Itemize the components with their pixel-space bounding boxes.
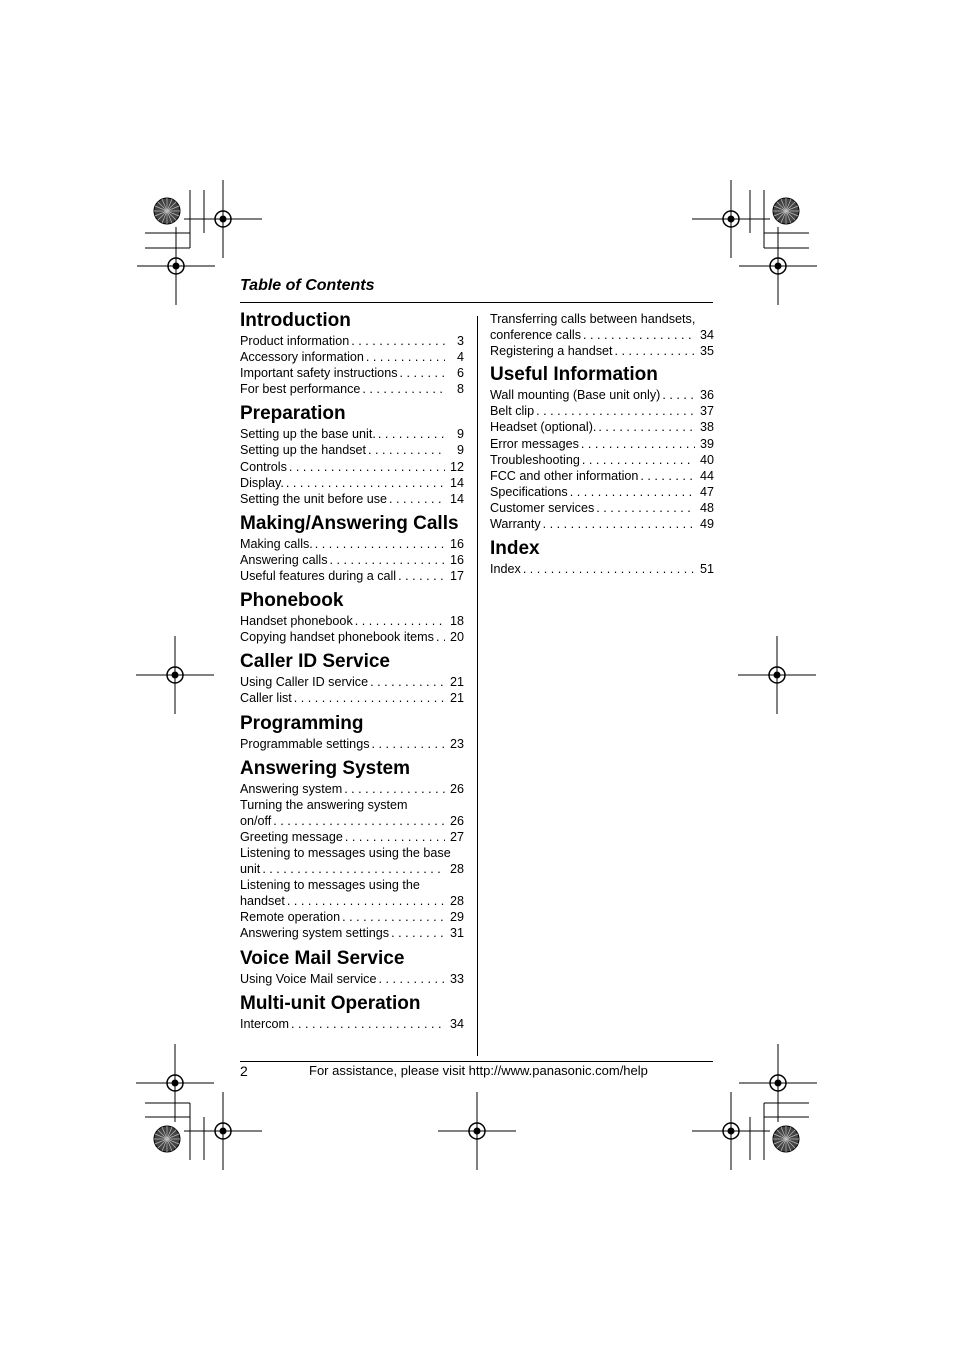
toc-entry[interactable] — [240, 971, 464, 987]
header-rule — [240, 302, 713, 303]
toc-entry[interactable]: Greeting message . . . 27 — [240, 829, 464, 845]
toc-entry-title: Intercom — [240, 1016, 289, 1031]
toc-entry-title: Answering calls — [240, 552, 328, 567]
dot-leader — [534, 403, 695, 419]
toc-entry-page: 39 — [699, 436, 714, 451]
dot-leader — [398, 365, 446, 381]
toc-entry-page: 44 — [699, 468, 714, 483]
toc-entry-page: 33 — [449, 971, 464, 986]
toc-entry-page: 21 — [449, 691, 464, 706]
toc-entry-title: Programmable settings — [240, 736, 370, 751]
toc-entry[interactable] — [490, 468, 714, 484]
toc-entry-title: Setting up the base unit. — [240, 427, 376, 442]
toc-entry[interactable]: Answering system . . . 26 — [240, 781, 464, 797]
column-divider — [477, 316, 478, 1056]
toc-entry[interactable] — [490, 561, 714, 577]
toc-entry[interactable] — [240, 333, 464, 349]
toc-left-column — [240, 308, 464, 1032]
toc-entry-title: Troubleshooting — [490, 452, 580, 467]
section-introduction-entries — [240, 333, 464, 397]
toc-entry[interactable] — [240, 568, 464, 584]
page-number: 2 — [240, 1063, 248, 1079]
toc-entry-page: 8 — [456, 382, 464, 397]
toc-entry-page: 34 — [449, 1016, 464, 1031]
toc-entry-title: Using Caller ID service — [240, 675, 369, 690]
toc-entry[interactable] — [240, 674, 464, 690]
toc-entry-page: 17 — [449, 569, 464, 584]
section-heading-preparation: Preparation — [240, 403, 346, 425]
dot-leader — [541, 516, 695, 532]
section-voicemail-entries — [240, 971, 464, 987]
toc-entry-title: Using Voice Mail service — [240, 971, 377, 986]
dot-leader — [287, 459, 445, 475]
toc-entry[interactable] — [240, 365, 464, 381]
toc-entry-title: Caller list — [240, 691, 292, 706]
toc-entry-title: Handset phonebook — [240, 614, 353, 629]
dot-leader — [376, 971, 445, 987]
toc-entry-page: 47 — [699, 484, 714, 499]
section-heading-phonebook: Phonebook — [240, 590, 344, 612]
toc-entry-page: 18 — [449, 614, 464, 629]
dot-leader — [594, 500, 695, 516]
toc-entry[interactable]: on/off . . . 26 — [240, 813, 464, 829]
toc-entry-page: 14 — [449, 475, 464, 490]
page-title: Table of Contents — [240, 277, 375, 294]
section-heading-answering-system: Answering System — [240, 757, 410, 779]
toc-entry-page: 49 — [699, 517, 714, 532]
toc-entry-page: 3 — [456, 334, 464, 348]
toc-entry-title: Setting up the handset — [240, 443, 367, 458]
section-heading-index: Index — [490, 538, 540, 560]
toc-entry[interactable] — [240, 629, 464, 645]
toc-entry[interactable] — [490, 452, 714, 468]
toc-entry[interactable]: unit . . . 28 — [240, 861, 464, 877]
section-index-entries — [490, 561, 714, 577]
section-heading-useful-information: Useful Information — [490, 364, 658, 386]
toc-entry-title: Useful features during a call — [240, 569, 397, 584]
dot-leader — [368, 674, 445, 690]
dot-leader — [434, 629, 445, 645]
toc-entry-title: Accessory information — [240, 350, 364, 365]
toc-entry[interactable] — [240, 1016, 464, 1032]
section-heading-programming: Programming — [240, 712, 364, 734]
toc-entry[interactable]: handset . . . 28 — [240, 893, 464, 909]
footer-help-text: For assistance, please visit http://www.panasonic.com/help — [309, 1063, 648, 1078]
toc-entry-page: 21 — [449, 675, 464, 690]
toc-entry-title: Belt clip — [490, 404, 535, 419]
section-phonebook-entries — [240, 613, 464, 645]
toc-entry-title: Display. — [240, 475, 284, 490]
toc-entry-page: 37 — [699, 404, 714, 419]
toc-entry[interactable] — [490, 387, 714, 403]
toc-entry-title: Important safety instructions — [240, 366, 398, 381]
toc-entry-title: Product information — [240, 334, 350, 348]
toc-entry[interactable] — [240, 459, 464, 475]
section-programming-entries — [240, 736, 464, 752]
toc-entry-page: 4 — [456, 350, 464, 365]
toc-entry-title: Warranty — [490, 517, 541, 532]
dot-leader — [568, 484, 695, 500]
toc-entry[interactable] — [490, 500, 714, 516]
toc-entry[interactable] — [240, 552, 464, 568]
toc-entry-title: FCC and other information — [490, 468, 639, 483]
toc-entry-page: 23 — [449, 736, 464, 751]
toc-entry-title: Error messages — [490, 436, 579, 451]
dot-leader — [596, 419, 695, 435]
dot-leader — [284, 475, 445, 491]
toc-entry[interactable] — [240, 690, 464, 706]
section-callerid-entries — [240, 674, 464, 706]
dot-leader — [289, 1016, 445, 1032]
toc-entry[interactable]: conference calls . . . 34 — [490, 327, 714, 343]
toc-entry-page: 12 — [449, 459, 464, 474]
toc-entry[interactable] — [490, 516, 714, 532]
section-heading-introduction: Introduction — [240, 310, 351, 331]
toc-entry-title: Index — [490, 562, 521, 577]
toc-entry-title: Customer services — [490, 500, 595, 515]
section-preparation-entries — [240, 426, 464, 506]
toc-entry[interactable] — [240, 613, 464, 629]
toc-entry-page: 40 — [699, 452, 714, 467]
toc-entry-title: For best performance — [240, 382, 361, 397]
section-useful-entries — [490, 387, 714, 532]
toc-entry-page: 16 — [449, 536, 464, 551]
toc-entry[interactable] — [240, 442, 464, 458]
section-heading-multi-unit-operation: Multi-unit Operation — [240, 992, 421, 1014]
dot-leader — [660, 387, 695, 403]
dot-leader — [370, 736, 446, 752]
toc-entry[interactable] — [490, 419, 714, 435]
toc-entry-page: 14 — [449, 491, 464, 506]
toc-entry-page: 48 — [699, 500, 714, 515]
toc-entry-page: 9 — [456, 427, 464, 442]
footer-rule — [240, 1061, 713, 1062]
toc-entry-page: 9 — [456, 443, 464, 458]
toc-entry[interactable] — [490, 403, 714, 419]
dot-leader — [376, 426, 445, 442]
toc-entry-title: Setting the unit before use — [240, 491, 388, 506]
toc-entry-line[interactable]: Turning the answering system — [240, 797, 408, 812]
toc-entry[interactable]: Remote operation . . . 29 — [240, 909, 464, 925]
section-heading-caller-id-service: Caller ID Service — [240, 651, 390, 673]
toc-entry-page: 38 — [699, 420, 714, 435]
toc-entry-line[interactable]: Listening to messages using the base — [240, 845, 451, 860]
dot-leader — [364, 349, 445, 365]
toc-entry-title: Headset (optional). — [490, 420, 597, 435]
section-making-entries — [240, 536, 464, 584]
dot-leader — [366, 442, 445, 458]
toc-entry-title: Copying handset phonebook items — [240, 630, 434, 645]
toc-entry-page: 6 — [456, 366, 464, 381]
dot-leader — [328, 552, 446, 568]
dot-leader — [349, 333, 445, 349]
dot-leader — [579, 436, 695, 452]
toc-entry-page: 51 — [699, 562, 714, 577]
dot-leader — [292, 690, 445, 706]
dot-leader — [521, 561, 695, 577]
toc-entry-title: Controls — [240, 459, 287, 474]
section-heading-voice-mail-service: Voice Mail Service — [240, 947, 405, 969]
dot-leader — [580, 452, 695, 468]
toc-entry-page: 20 — [449, 630, 464, 645]
toc-entry[interactable] — [240, 491, 464, 507]
toc-entry[interactable]: Registering a handset . . . 35 — [490, 343, 714, 359]
toc-entry[interactable] — [240, 426, 464, 442]
toc-entry-line[interactable]: Transferring calls between handsets, — [490, 312, 696, 326]
toc-entry-title: Making calls. — [240, 536, 313, 551]
toc-entry[interactable] — [240, 381, 464, 397]
toc-entry-page: 16 — [449, 552, 464, 567]
dot-leader — [313, 536, 445, 552]
toc-entry[interactable] — [240, 536, 464, 552]
toc-entry[interactable] — [490, 436, 714, 452]
toc-entry[interactable] — [240, 475, 464, 491]
toc-entry-title: Wall mounting (Base unit only) — [490, 388, 661, 403]
toc-entry-title: Specifications — [490, 484, 568, 499]
dot-leader — [638, 468, 695, 484]
dot-leader — [396, 568, 445, 584]
toc-right-column — [490, 308, 714, 577]
toc-entry[interactable] — [240, 736, 464, 752]
toc-entry[interactable] — [240, 349, 464, 365]
dot-leader — [353, 613, 445, 629]
dot-leader — [360, 381, 445, 397]
dot-leader — [387, 491, 445, 507]
toc-entry[interactable]: Answering system settings . . . 31 — [240, 925, 464, 941]
section-multiunit-entries — [240, 1016, 464, 1032]
toc-entry[interactable] — [490, 484, 714, 500]
toc-entry-page: 36 — [699, 388, 714, 403]
section-heading-making-answering-calls: Making/Answering Calls — [240, 512, 459, 534]
toc-entry-line[interactable]: Listening to messages using the — [240, 878, 420, 893]
